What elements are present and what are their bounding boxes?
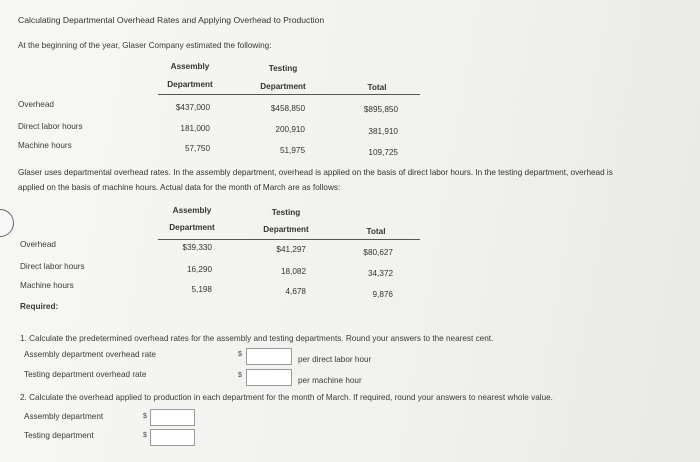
q2-text: 2. Calculate the overhead applied to production in each department for the month of March. If required, round your answers to nearest whole value. xyxy=(20,393,553,402)
q1-assembly-unit: per direct labor hour xyxy=(298,355,372,364)
question-marker-icon xyxy=(0,209,14,237)
q1-assembly-label: Assembly department overhead rate xyxy=(24,350,156,359)
q2-testing-currency: $ xyxy=(143,432,147,439)
q2-assembly-label: Assembly department xyxy=(24,412,104,421)
q1-text: 1. Calculate the predetermined overhead rates for the assembly and testing departments. Round your answers to the nearest cent. xyxy=(20,334,494,343)
t2-cell-assembly: 16,290 xyxy=(186,265,212,274)
t1-header-testing-2: Department xyxy=(260,82,306,91)
t2-cell-assembly: $39,330 xyxy=(182,243,212,252)
t2-cell-testing: $41,297 xyxy=(276,245,306,254)
t1-header-total: Total xyxy=(367,83,387,92)
t1-cell-total: 109,725 xyxy=(368,148,398,157)
t2-header-assembly-2: Department xyxy=(169,223,215,232)
q1-testing-currency: $ xyxy=(238,372,242,379)
t1-row-label: Overhead xyxy=(18,100,54,109)
t2-cell-assembly: 5,198 xyxy=(191,285,212,294)
t1-cell-testing: 51,975 xyxy=(279,146,305,155)
t2-header-total: Total xyxy=(366,227,386,236)
testing-rate-input[interactable] xyxy=(246,369,292,386)
t1-cell-total: $895,850 xyxy=(363,105,398,114)
q2-testing-label: Testing department xyxy=(24,431,94,440)
description-line-2: applied on the basis of machine hours. Actual data for the month of March are as follows: xyxy=(18,183,341,192)
t1-cell-testing: $458,850 xyxy=(270,104,305,113)
q1-testing-label: Testing department overhead rate xyxy=(24,370,147,379)
t1-header-testing-1: Testing xyxy=(268,64,298,73)
t2-row-label: Overhead xyxy=(20,240,56,249)
t1-cell-testing: 200,910 xyxy=(275,125,305,134)
t2-row-label: Machine hours xyxy=(20,281,74,290)
assembly-applied-input[interactable] xyxy=(150,409,195,426)
t1-cell-assembly: $437,000 xyxy=(175,103,210,112)
q2-assembly-currency: $ xyxy=(143,413,147,420)
t2-header-rule xyxy=(158,239,420,240)
t1-row-label: Direct labor hours xyxy=(18,122,83,131)
t1-cell-total: 381,910 xyxy=(368,127,398,136)
t2-header-testing-2: Department xyxy=(263,225,309,234)
t2-cell-total: 9,876 xyxy=(372,290,393,299)
t2-cell-total: $80,627 xyxy=(363,248,393,257)
t1-row-label: Machine hours xyxy=(18,141,72,150)
t2-row-label: Direct labor hours xyxy=(20,262,85,271)
t1-cell-assembly: 181,000 xyxy=(180,124,210,133)
testing-applied-input[interactable] xyxy=(150,429,195,446)
t2-cell-testing: 4,678 xyxy=(285,287,306,296)
assembly-rate-input[interactable] xyxy=(246,348,292,365)
q1-testing-unit: per machine hour xyxy=(298,376,362,385)
t2-header-testing-1: Testing xyxy=(271,208,301,217)
page-title: Calculating Departmental Overhead Rates and Applying Overhead to Production xyxy=(18,15,325,25)
t2-cell-total: 34,372 xyxy=(367,269,393,278)
t2-header-assembly-1: Assembly xyxy=(172,206,212,215)
t1-header-assembly-2: Department xyxy=(167,80,213,89)
t1-header-rule xyxy=(158,94,420,95)
t1-header-assembly-1: Assembly xyxy=(170,62,210,71)
t2-cell-testing: 18,082 xyxy=(280,267,306,276)
t1-cell-assembly: 57,750 xyxy=(184,144,210,153)
required-label: Required: xyxy=(20,302,59,311)
q1-assembly-currency: $ xyxy=(238,351,242,358)
description-line-1: Glaser uses departmental overhead rates. In the assembly department, overhead is applied on the basis of direct labor hours. In the testing department, overhead is xyxy=(18,168,613,177)
intro-text: At the beginning of the year, Glaser Company estimated the following: xyxy=(18,41,272,50)
